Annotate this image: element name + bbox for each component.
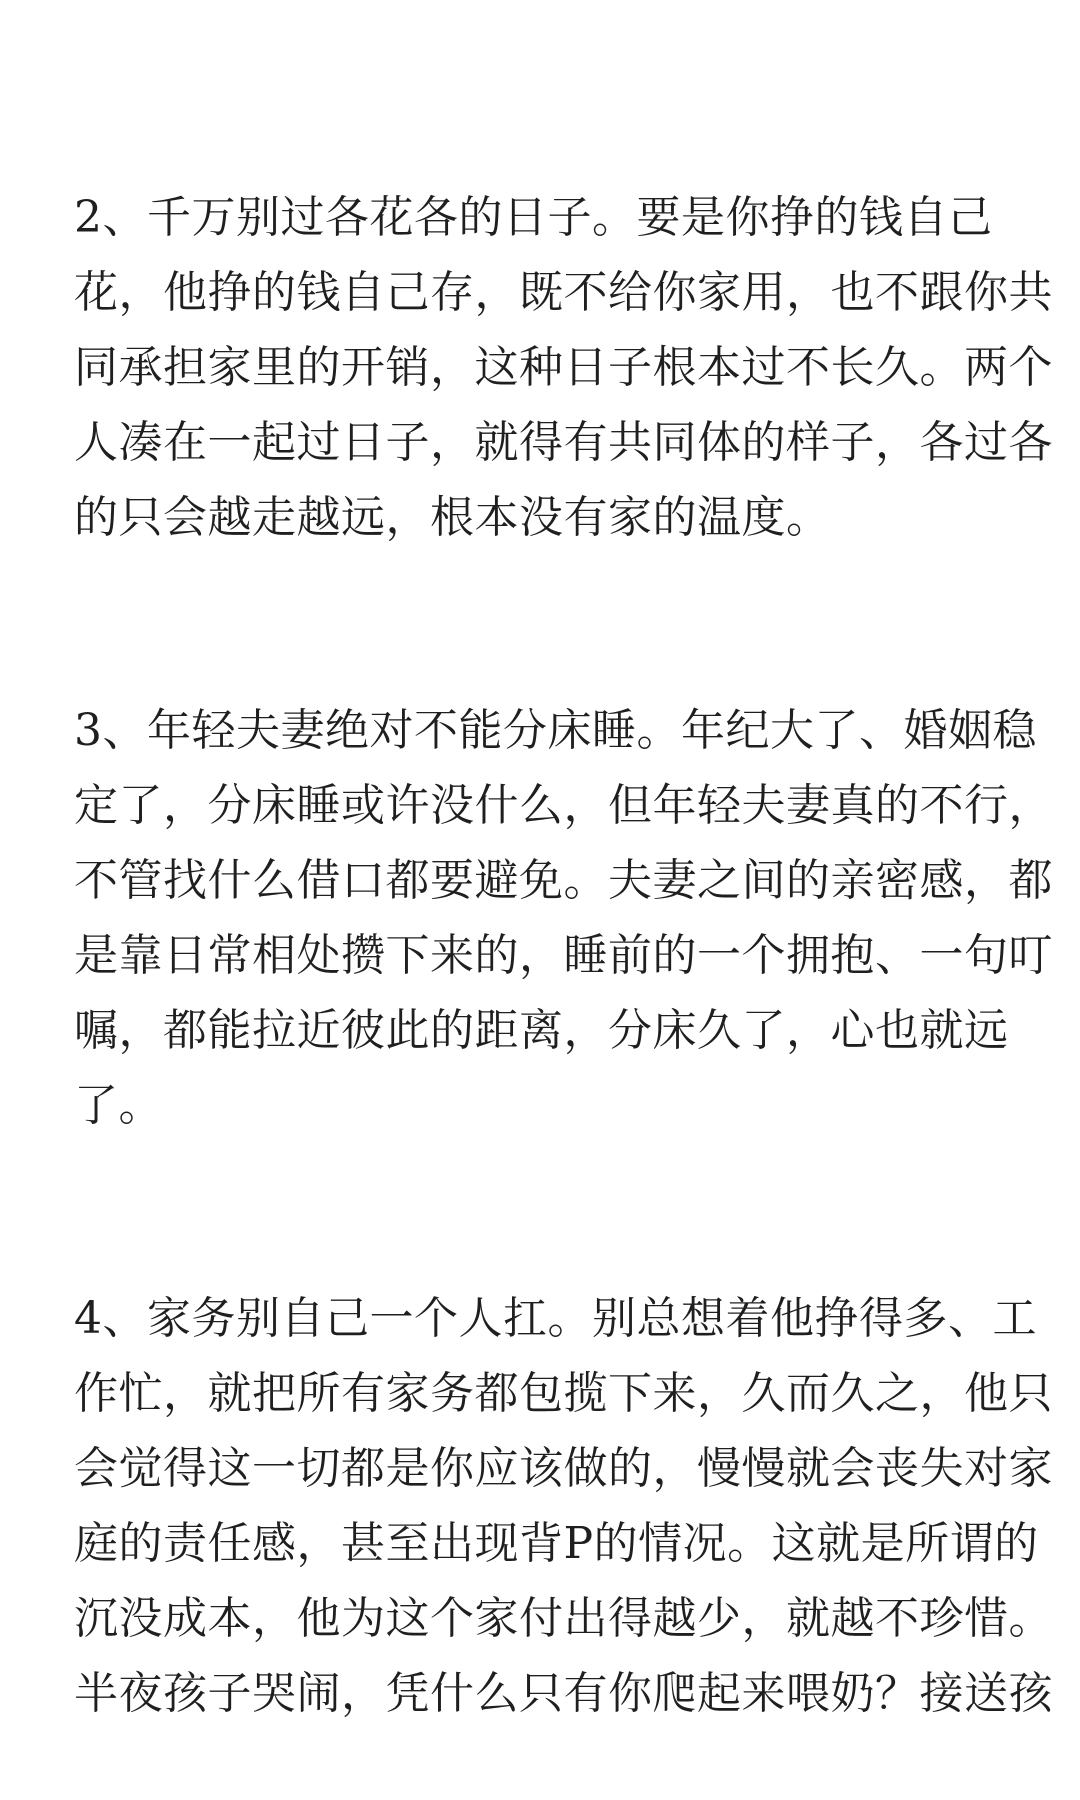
text-line: 庭的责任感，甚至出现背P的情况。这就是所谓的 xyxy=(74,1518,1039,1569)
text-line: 作忙，就把所有家务都包揽下来，久而久之，他只 xyxy=(74,1368,1053,1419)
text-line: 花，他挣的钱自己存，既不给你家用，也不跟你共 xyxy=(74,267,1053,318)
article-body xyxy=(74,180,1053,1731)
text-line: 会觉得这一切都是你应该做的，慢慢就会丧失对家 xyxy=(74,1443,1053,1494)
text-line: 半夜孩子哭闹，凭什么只有你爬起来喂奶？接送孩 xyxy=(74,1668,1053,1719)
paragraph-2 xyxy=(74,180,1053,555)
text-line: 沉没成本，他为这个家付出得越少，就越不珍惜。 xyxy=(74,1593,1053,1644)
text-line: 了。 xyxy=(74,1080,163,1131)
text-line: 人凑在一起过日子，就得有共同体的样子，各过各 xyxy=(74,417,1053,468)
text-line: 4、家务别自己一个人扛。别总想着他挣得多、工 xyxy=(74,1293,1037,1344)
text-line: 同承担家里的开销，这种日子根本过不长久。两个 xyxy=(74,342,1053,393)
text-line: 不管找什么借口都要避免。夫妻之间的亲密感，都 xyxy=(74,855,1053,906)
paragraph-4 xyxy=(74,1281,1053,1731)
text-line: 的只会越走越远，根本没有家的温度。 xyxy=(74,492,831,543)
paragraph-3 xyxy=(74,693,1053,1143)
text-line: 定了，分床睡或许没什么，但年轻夫妻真的不行， xyxy=(74,780,1053,831)
text-line: 嘱，都能拉近彼此的距离，分床久了，心也就远 xyxy=(74,1005,1009,1056)
text-line: 是靠日常相处攒下来的，睡前的一个拥抱、一句叮 xyxy=(74,930,1053,981)
text-line: 2、千万别过各花各的日子。要是你挣的钱自己 xyxy=(74,192,993,243)
text-line: 3、年轻夫妻绝对不能分床睡。年纪大了、婚姻稳 xyxy=(74,705,1037,756)
